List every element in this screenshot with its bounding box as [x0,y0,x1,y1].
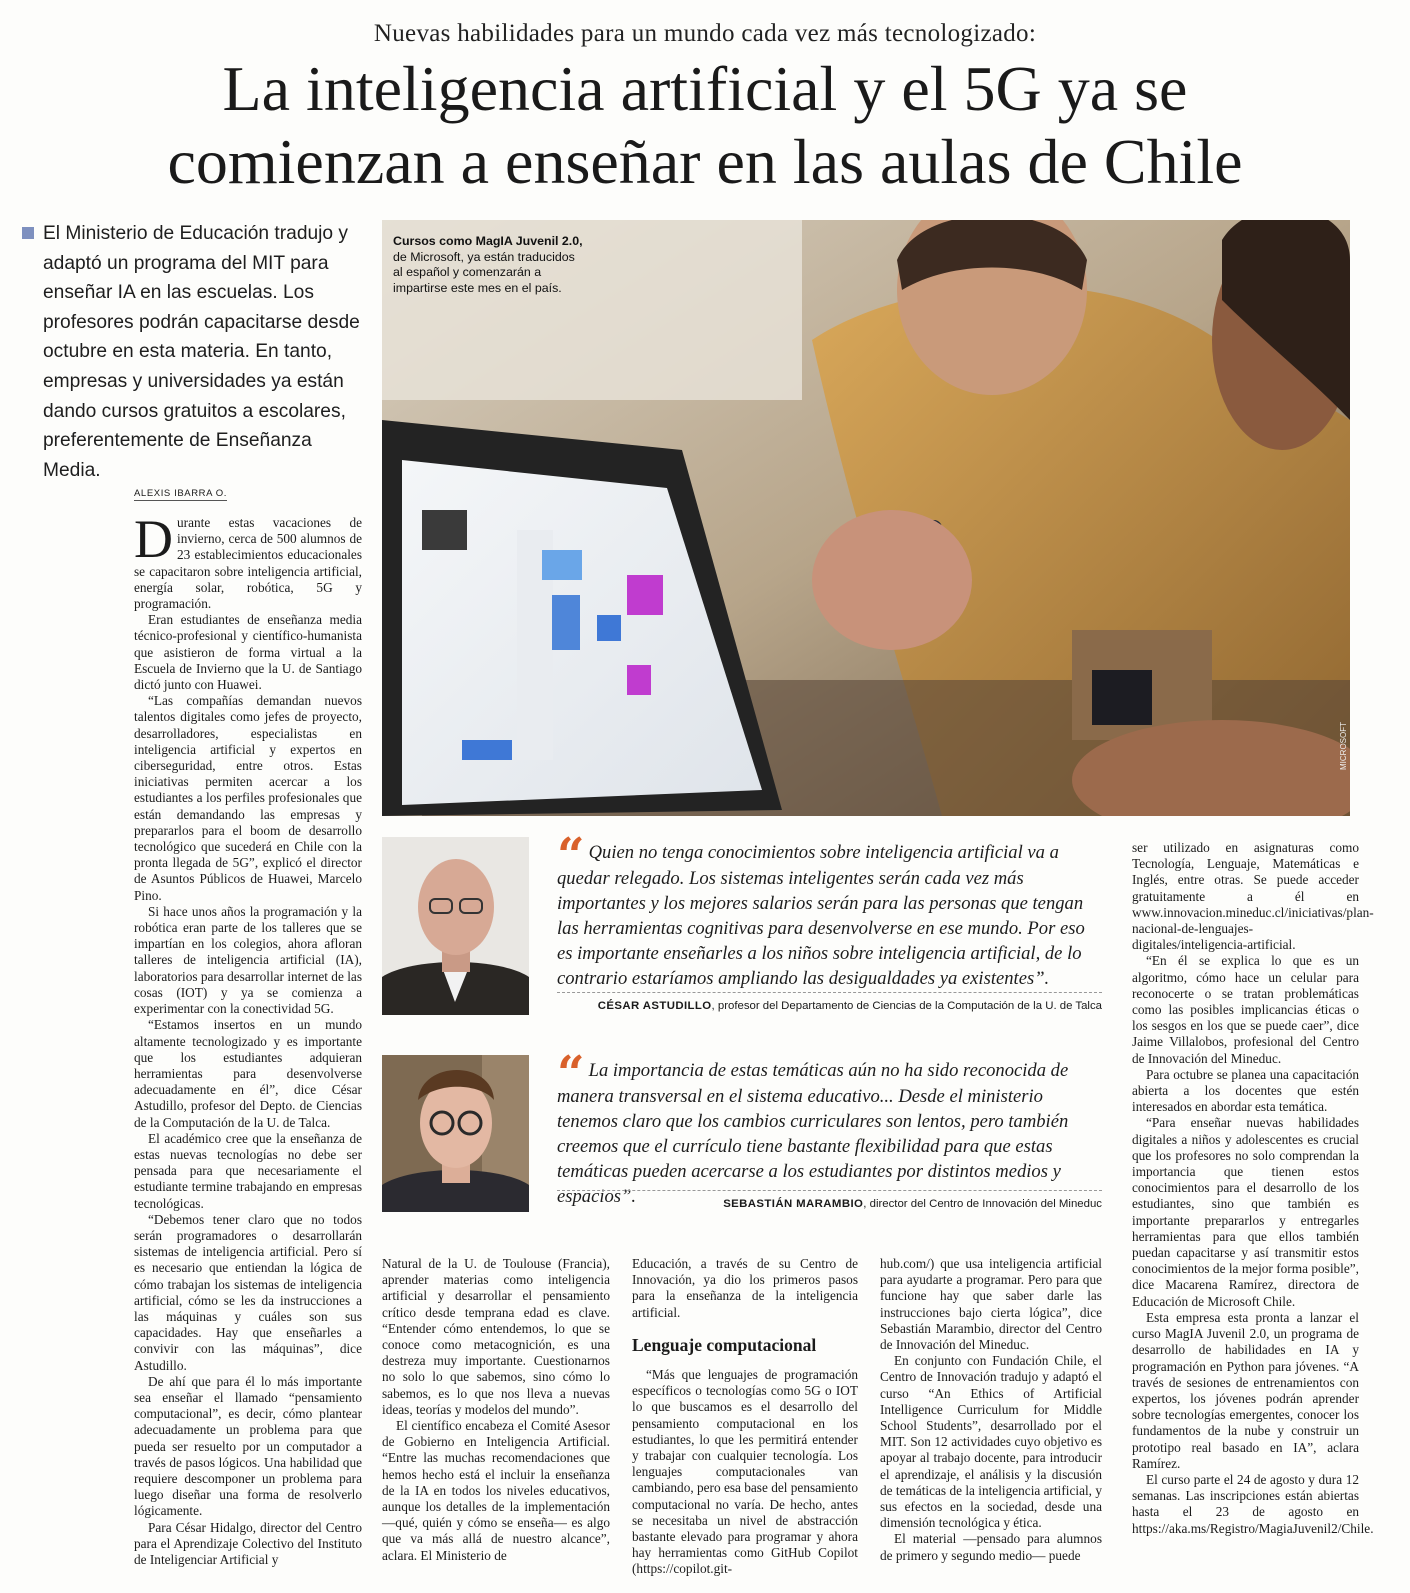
headline-line-2: comienzan a enseñar en las aulas de Chile [167,126,1243,197]
body-paragraph: ser utilizado en asignaturas como Tecnología, Lenguaje, Matemáticas e Inglés, entre otras. Se puede acceder gratuitamente a él en www.innovacion.mineduc.cl/iniciativas/plan-nacional-de-lenguajes-digitales/inteligencia-artificial. [1132,840,1374,953]
body-paragraph: Educación, a través de su Centro de Innovación, ya dio los primeros pasos para la enseñanza de la inteligencia artificial. [632,1256,858,1320]
portrait-sebastian-marambio [382,1055,529,1212]
body-paragraph: En conjunto con Fundación Chile, el Centro de Innovación tradujo y adaptó el curso “An Ethics of Artificial Intelligence Curriculum for Middle School Students”, desarrollado por el MIT. Son 12 actividades cuyo objetivo es apoyar al trabajo docente, para introducir el aprendizaje, el análisis y la discusión de temáticas de la inteligencia artificial, y sus efectos en la sociedad, desde una dimensión tecnológica y ética. [880,1353,1102,1531]
body-paragraph: Si hace unos años la programación y la robótica eran parte de los talleres que se impartían en los colegios, ahora afloran talleres de inteligencia artificial (IA), laboratorios para desarrollar internet de las cosas (IOT) y ya se comienza a experimentar con la conectividad 5G. [134,903,362,1017]
classroom-photo-illustration [382,220,1350,816]
body-paragraph: “En él se explica lo que es un algoritmo, cómo hace un celular para reconocerte o se tratan problemáticas como las posibles implicancias éticas o los sesgos en los que se puede caer”, dice Jaime Villalobos, profesional del Centro de Innovación del Mineduc. [1132,953,1359,1066]
headline-line-1: La inteligencia artificial y el 5G ya se [222,53,1188,124]
kicker: Nuevas habilidades para un mundo cada vez más tecnologizado: [373,20,1037,47]
quote-attribution-2 [557,1198,1102,1210]
body-paragraph: Eran estudiantes de enseñanza media técnico-profesional y científico-humanista que asistieron de forma virtual a la Escuela de Invierno que la U. de Santiago dictó junto con Huawei. [134,612,362,693]
body-column-5 [1132,840,1374,1537]
body-paragraph: Natural de la U. de Toulouse (Francia), aprender materias como inteligencia artificial y desarrollar el pensamiento crítico desde temprana edad es clave. “Entender cómo entendemos, lo que se conoce como metacognición, es una destreza muy importante. Cuestionarnos no solo lo que sabemos, sino cómo lo sabemos, es lo que nos lleva a nuevas ideas, teorías y modelos del mundo”. [382,1256,610,1417]
quote-text: Quien no tenga conocimientos sobre inteligencia artificial va a quedar relegado. Los sistemas inteligentes serán cada vez más importantes y los mejores salarios serán para las personas que tengan las herramientas cognitivas para desenvolverse en ese mundo. Por eso es importante enseñarles a los niños sobre inteligencia artificial, de lo contrario estaríamos ampliando las desigualdades ya existentes”. [557,842,1085,989]
quote-author: SEBASTIÁN MARAMBIO [723,1198,864,1210]
quote-mark-icon: “ [557,828,585,884]
body-column-3 [632,1256,858,1578]
byline: ALEXIS IBARRA O. [134,488,228,499]
quote-text: La importancia de estas temáticas aún no ha sido reconocida de manera transversal en el sistema educativo... Desde el ministerio tenemos claro que los cambios curriculares son lentos, pero también creemos que el currículo tiene bastante flexibilidad para que estas temáticas pueden acercarse a los estudiantes por distintos medios y espacios”. [557,1060,1069,1207]
body-column-4 [880,1256,1102,1564]
quote-author: CÉSAR ASTUDILLO [597,1000,712,1012]
body-paragraph: De ahí que para él lo más importante sea enseñar el llamado “pensamiento computacional”, es decir, cómo plantear adecuadamente un problema para que pueda ser resuelto por un computador a través de pasos lógicos. Una habilidad que requiere descomponer un problema para luego diseñar una forma de resolverlo lógicamente. [134,1373,362,1519]
portrait-illustration [382,1055,529,1212]
caption-bold: Cursos como MagIA Juvenil 2.0, [393,234,583,248]
body-paragraph: urante estas vacaciones de invierno, cerca de 500 alumnos de 23 establecimientos educacionales se capacitaron sobre inteligencia artificial, energía solar, robótica, 5G y programación. [134,515,362,612]
body-column-2 [382,1256,610,1564]
section-subhead: Lenguaje computacional [632,1334,817,1355]
body-paragraph: Para César Hidalgo, director del Centro para el Aprendizaje Colectivo del Instituto de Inteligenciar Artificial y [134,1519,362,1567]
lead-square-icon [22,227,34,239]
pull-quote-2 [557,1046,1102,1209]
article-photo [382,220,1350,816]
quote-mark-icon: “ [557,1046,585,1102]
body-paragraph: El material —pensado para alumnos de primero y segundo medio— puede [880,1531,1102,1563]
lead-paragraph [22,219,372,485]
quote-divider [557,1190,1102,1191]
body-paragraph: “Debemos tener claro que no todos serán programadores o desarrollarán sistemas de inteligencia artificial. Pero sí es necesario que entiendan la lógica de cómo trabajan los sistemas de inteligencia artificial, cómo se les da instrucciones a las máquinas y cuáles son sus capacidades. Hay que enseñarles a convivir con las máquinas”, dice Astudillo. [134,1211,362,1373]
caption-text: de Microsoft, ya están traducidos al español y comenzarán a impartirse este mes en el país. [393,249,575,295]
portrait-illustration [382,837,529,1015]
body-paragraph: hub.com/) que usa inteligencia artificial para ayudarte a programar. Pero para que funcione hay que saber darle las instrucciones bajo cierta lógica”, dice Sebastián Marambio, director del Centro de Innovación del Mineduc. [880,1256,1102,1353]
pull-quote-1 [557,828,1102,991]
body-column-1 [134,509,362,1568]
quote-role: , director del Centro de Innovación del Mineduc [863,1198,1102,1210]
portrait-cesar-astudillo [382,837,529,1015]
drop-cap: D [134,509,173,569]
body-paragraph: Para octubre se planea una capacitación abierta a los docentes que estén interesados en abordar esta temática. [1132,1066,1359,1115]
photo-caption [393,234,583,296]
body-paragraph: Esta empresa esta pronta a lanzar el curso MagIA Juvenil 2.0, un programa de desarrollo de habilidades en IA y programación en Python para jóvenes. “A través de sesiones de entrenamientos con expertos, los jóvenes podrán aprender sobre tecnologías emergentes, conocer los fundamentos de la nube y construir un prototipo real basado en IA”, aclara Ramírez. [1132,1309,1359,1471]
body-paragraph: El científico encabeza el Comité Asesor de Gobierno en Inteligencia Artificial. “Entre las muchas recomendaciones que hemos hecho está el incluir la enseñanza de la IA en todos los niveles educativos, aunque los detalles de la implementación —qué, quién y cómo se enseña— es algo que va más allá de nuestro alcance”, aclara. El Ministerio de [382,1418,610,1563]
body-paragraph: El curso parte el 24 de agosto y dura 12 semanas. Las inscripciones están abiertas hasta el 23 de agosto en https://aka.ms/Registro/MagiaJuvenil2/Chile. [1132,1471,1374,1536]
body-paragraph: “Estamos insertos en un mundo altamente tecnologizado y es importante que los estudiantes adquieran herramientas para desenvolverse adecuadamente en él”, dice César Astudillo, profesor del Depto. de Ciencias de la Computación de la U. de Talca. [134,1017,362,1130]
body-paragraph: “Para enseñar nuevas habilidades digitales a niños y adolescentes es crucial que los profesores no solo comprendan la importancia que tienen estos conocimientos para el desarrollo de los estudiantes, sino que también es importante prepararlos y entregarles herramientas para que ellos también puedan capacitarse y así transmitir estos conocimientos de la mejor forma posible”, dice Macarena Ramírez, directora de Educación de Microsoft Chile. [1132,1115,1359,1309]
quote-role: , profesor del Departamento de Ciencias de la Computación de la U. de Talca [711,1000,1102,1012]
photo-credit: MICROSOFT [1339,722,1348,770]
lead-text: El Ministerio de Educación tradujo y adaptó un programa del MIT para enseñar IA en las escuelas. Los profesores podrán capacitarse desde octubre en esta materia. En tanto, empresas y universidades ya están dando cursos gratuitos a escolares, preferentemente de Enseñanza Media. [43,223,360,481]
body-paragraph: “Las compañías demandan nuevos talentos digitales como jefes de proyecto, desarrolladores, especialistas en inteligencia artificial y expertos en ciberseguridad, entre otros. Estas iniciativas permiten acercar a los estudiantes a los perfiles profesionales que están demandando las empresas y prepararlos para el boom de desarrollo tecnológico que sucederá en Chile con la pronta llegada de 5G”, explicó el director de Asuntos Públicos de Huawei, Marcelo Pino. [134,693,362,903]
body-paragraph: El académico cree que la enseñanza de estas nuevas tecnologías no debe ser pensada para que necesariamente el estudiante termine trabajando en empresas tecnológicas. [134,1130,362,1211]
quote-divider [557,992,1102,993]
headline [40,52,1370,198]
quote-attribution-1 [557,1000,1102,1012]
body-paragraph: “Más que lenguajes de programación específicos o tecnologías como 5G o IOT lo que buscamos es el desarrollo del pensamiento computacional en los estudiantes, lo que les permitirá entender y trabajar con cualquier tecnología. Los lenguajes computacionales van cambiando, pero esa base del pensamiento computacional no varía. De hecho, antes se necesitaba un nivel de abstracción bastante elevado para programar y ahora hay herramientas como GitHub Copilot (https://copilot.git- [632,1367,858,1577]
